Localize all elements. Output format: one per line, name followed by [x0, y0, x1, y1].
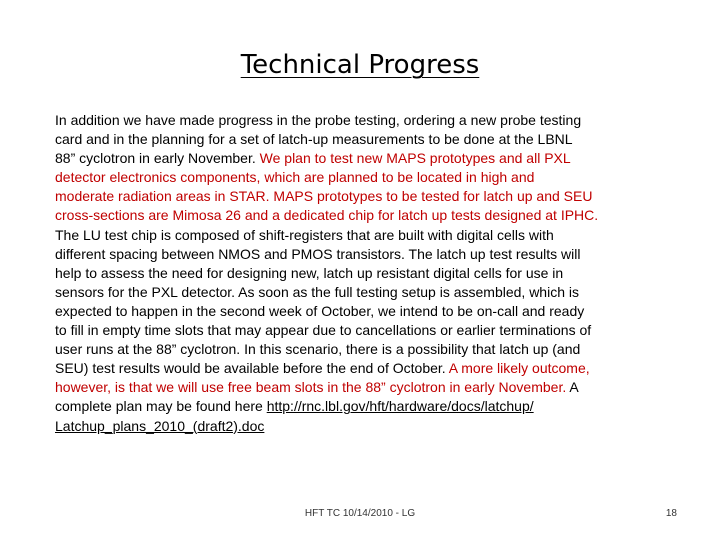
text-line [55, 187, 685, 206]
highlighted-text: detector electronics components, which are planned to be located in high and [55, 169, 535, 186]
text-line [55, 245, 685, 264]
body-text: complete plan may be found here [55, 398, 267, 415]
plan-link[interactable]: Latchup_plans_2010_(draft2).doc [55, 417, 265, 434]
body-text: user runs at the 88” cyclotron. In this scenario, there is a possibility that latch up (and [55, 341, 581, 358]
body-text: A [566, 379, 579, 396]
body-paragraph [55, 111, 685, 436]
body-text: The LU test chip is composed of shift-registers that are built with digital cells with [55, 226, 554, 243]
text-line [55, 378, 685, 397]
body-text: to fill in empty time slots that may appear due to cancellations or earlier terminations of [55, 322, 592, 339]
body-text: SEU) test results would be available before the end of October. [55, 360, 449, 377]
body-text: help to assess the need for designing new, latch up resistant digital cells for use in [55, 264, 564, 281]
body-text: sensors for the PXL detector. As soon as the full testing setup is assembled, which is [55, 283, 579, 300]
text-line [55, 130, 685, 149]
text-line [55, 359, 685, 378]
text-line [55, 283, 685, 302]
highlighted-text: A more likely outcome, [448, 360, 590, 377]
slide-footer: HFT TC 10/14/2010 - LG [304, 508, 416, 519]
highlighted-text: however, is that we will use free beam slots in the 88” cyclotron in early November. [55, 379, 567, 396]
slide-title: Technical Progress [240, 50, 480, 80]
highlighted-text: cross-sections are Mimosa 26 and a dedicated chip for latch up tests designed at IPHC. [55, 207, 599, 224]
body-text: card and in the planning for a set of latch-up measurements to be done at the LBNL [55, 131, 573, 148]
text-line [55, 206, 685, 225]
text-line [55, 340, 685, 359]
text-line [55, 226, 685, 245]
text-line [55, 168, 685, 187]
page-number: 18 [665, 508, 677, 519]
body-text: 88” cyclotron in early November. [55, 150, 260, 167]
plan-link[interactable]: http://rnc.lbl.gov/hft/hardware/docs/latchup/ [266, 398, 534, 415]
body-text: different spacing between NMOS and PMOS transistors. The latch up test results will [55, 245, 581, 262]
highlighted-text: We plan to test new MAPS prototypes and all PXL [259, 150, 571, 167]
text-line [55, 417, 685, 436]
body-text: expected to happen in the second week of October, we intend to be on-call and ready [55, 302, 585, 319]
body-text: In addition we have made progress in the probe testing, ordering a new probe testing [55, 112, 582, 128]
text-line [55, 149, 685, 168]
text-line [55, 264, 685, 283]
highlighted-text: moderate radiation areas in STAR. MAPS prototypes to be tested for latch up and SEU [55, 188, 593, 205]
text-line [55, 321, 685, 340]
text-line [55, 302, 685, 321]
text-line [55, 111, 685, 130]
text-line [55, 397, 685, 416]
